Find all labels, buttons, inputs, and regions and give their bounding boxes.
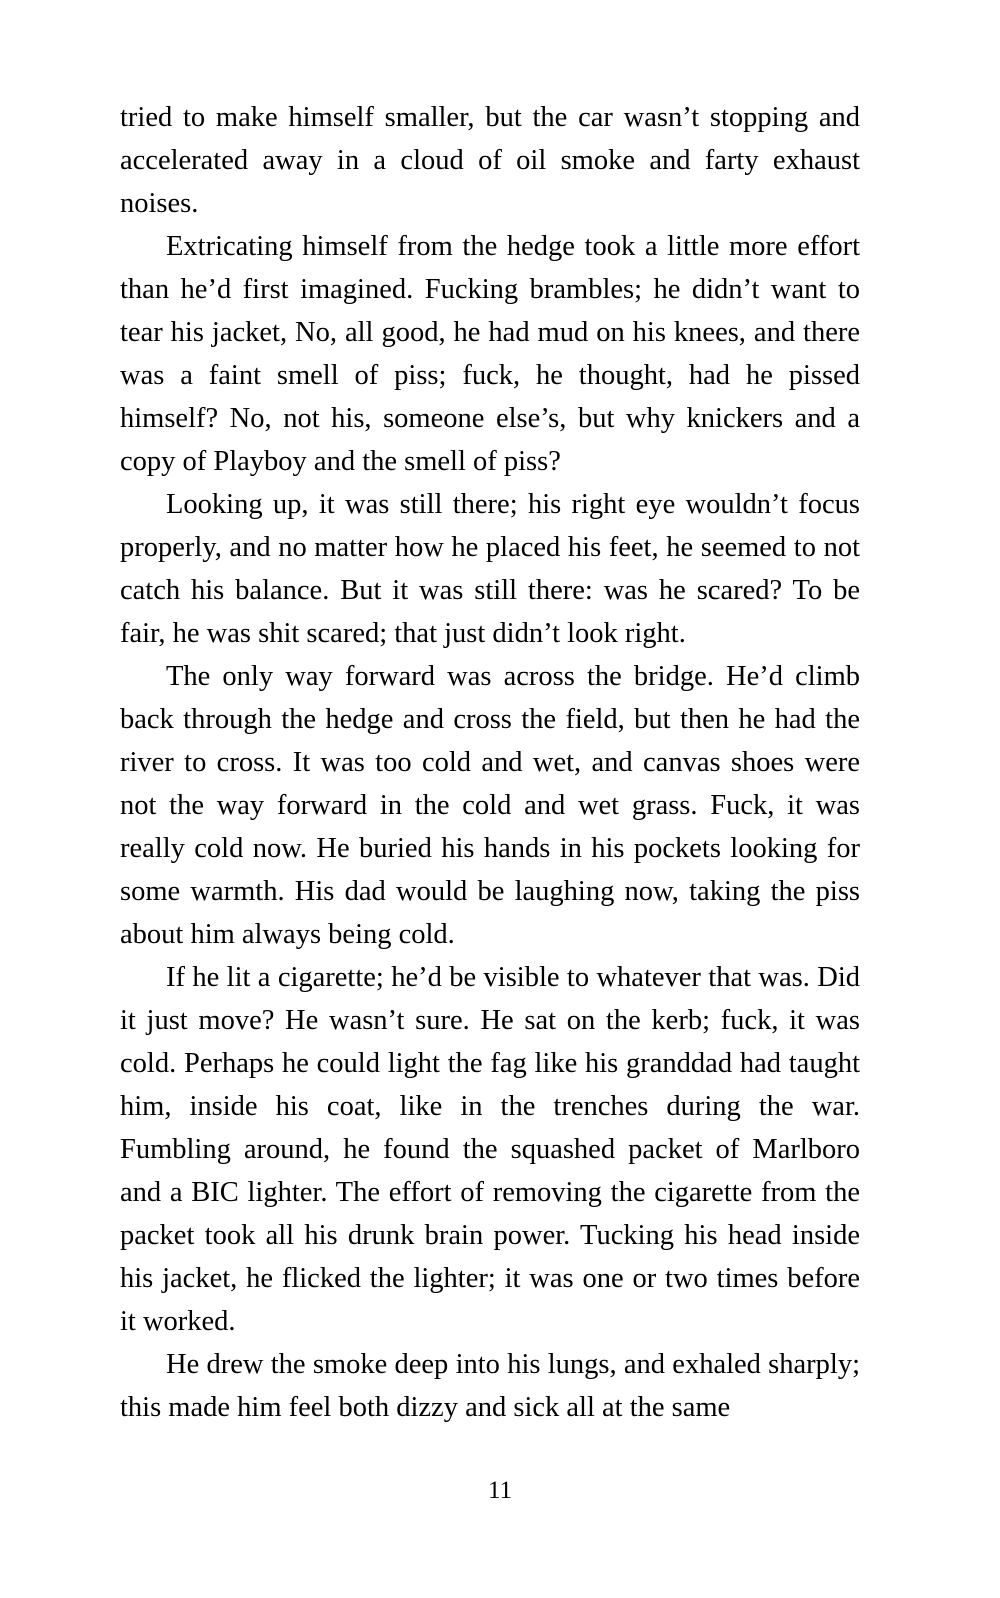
page-number: 11 bbox=[487, 1477, 513, 1504]
paragraph: Extricating himself from the hedge took a little more effort than he’d first imagined. Fucking brambles; he didn’t want to tear his jacket, No, all good, he had mud on his knees, and there was a faint smell of piss; fuck, he thought, had he pissed himself? No, not his, someone else’s, but why knickers and a copy of Playboy and the smell of piss? bbox=[120, 231, 860, 477]
paragraph: tried to make himself smaller, but the car wasn’t stopping and accelerated away in a cloud of oil smoke and farty exhaust noises. bbox=[120, 102, 860, 219]
paragraph: The only way forward was across the bridge. He’d climb back through the hedge and cross the field, but then he had the river to cross. It was too cold and wet, and canvas shoes were not the way forward in the cold and wet grass. Fuck, it was really cold now. He buried his hands in his pockets looking for some warmth. His dad would be laughing now, taking the piss about him always being cold. bbox=[120, 661, 860, 950]
paragraph: Looking up, it was still there; his right eye wouldn’t focus properly, and no matter how he placed his feet, he seemed to not catch his balance. But it was still there: was he scared? To be fair, he was shit scared; that just didn’t look right. bbox=[120, 489, 860, 649]
paragraph: If he lit a cigarette; he’d be visible to whatever that was. Did it just move? He wasn’t sure. He sat on the kerb; fuck, it was cold. Perhaps he could light the fag like his granddad had taught him, inside his coat, like in the trenches during the war. Fumbling around, he found the squashed packet of Marlboro and a BIC lighter. The effort of removing the cigarette from the packet took all his drunk brain power. Tucking his head inside his jacket, he flicked the lighter; it was one or two times before it worked. bbox=[120, 962, 860, 1337]
paragraph: He drew the smoke deep into his lungs, and exhaled sharply; this made him feel both dizzy and sick all at the same bbox=[120, 1349, 860, 1423]
page-body bbox=[120, 96, 860, 1429]
